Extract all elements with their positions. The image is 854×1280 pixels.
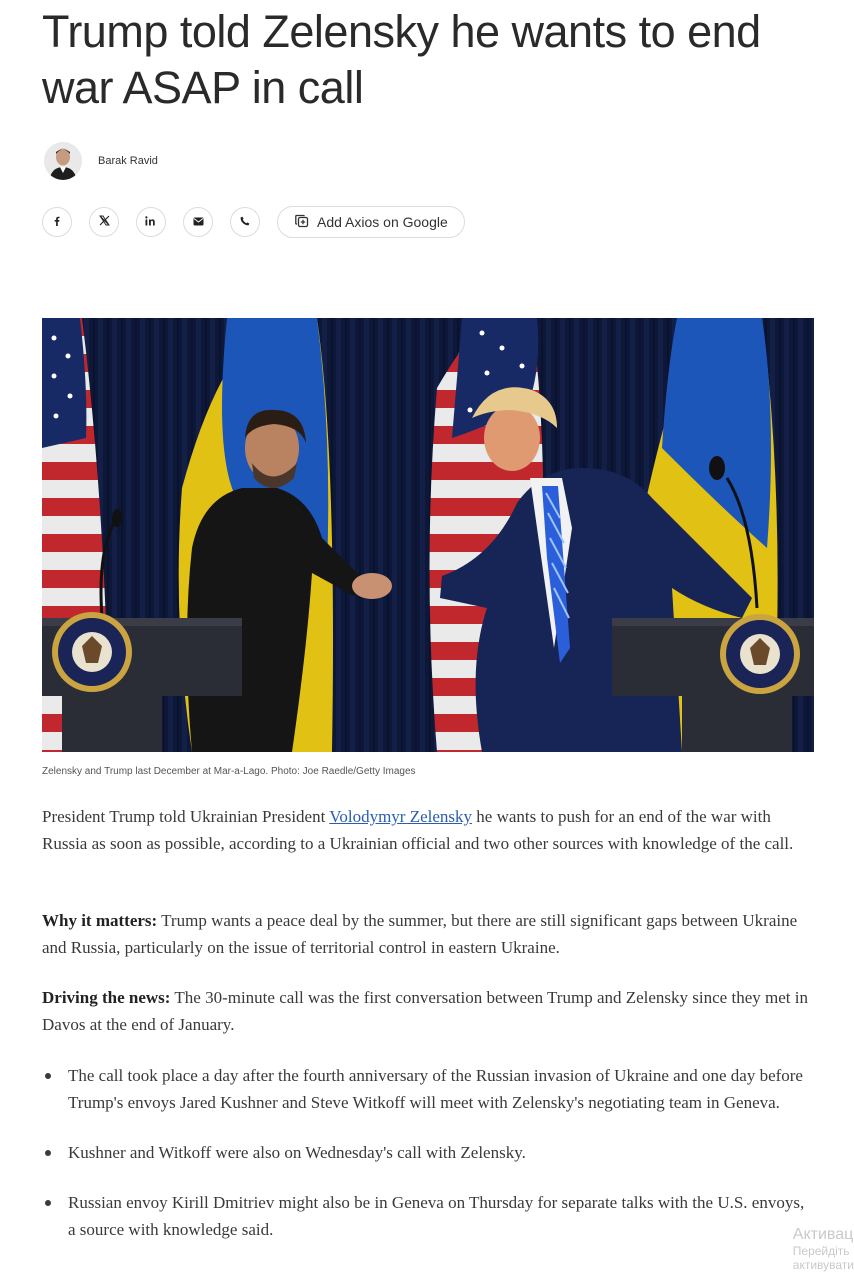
bullet-item: Russian envoy Kirill Dmitriev might also be in Geneva on Thursday for separate talks with the U.S. envoys, a source with knowledge said. [42,1189,814,1243]
x-icon [99,213,110,231]
watermark-line-1: Активац [792,1226,854,1243]
share-phone-button[interactable] [230,207,260,237]
article-headline: Trump told Zelensky he wants to end war ASAP in call [42,6,761,113]
driving-the-news-label: Driving the news: [42,988,171,1007]
paragraph-driving-the-news [42,984,814,1038]
share-x-button[interactable] [89,207,119,237]
why-it-matters-text: Trump wants a peace deal by the summer, but there are still significant gaps between Ukraine and Russia, particularly on the issue of territorial control in eastern Ukraine. [42,911,798,957]
linkedin-icon [145,213,157,231]
photo-caption: Zelensky and Trump last December at Mar-a-Lago. Photo: Joe Raedle/Getty Images [42,766,416,777]
share-linkedin-button[interactable] [136,207,166,237]
why-it-matters-label: Why it matters: [42,911,158,930]
byline [44,142,158,180]
zelensky-link[interactable]: Volodymyr Zelensky [329,807,473,826]
share-bar [42,206,465,238]
facebook-icon [52,213,62,231]
watermark-line-2: Перейдіть [792,1244,850,1258]
lede-text-after: he wants to push for an end of the war with Russia as soon as possible, according to a Ukrainian official and two other sources with knowledge of the call. [42,807,794,853]
bullet-list [42,1062,814,1266]
phone-icon [240,213,250,231]
author-name[interactable]: Barak Ravid [98,155,158,167]
email-icon [193,213,204,231]
bullet-item: The call took place a day after the fourth anniversary of the Russian invasion of Ukraine and one day before Trump's envoys Jared Kushner and Steve Witkoff will meet with Zelensky's negotiating team in Geneva. [42,1062,814,1116]
paragraph-why-it-matters [42,907,814,961]
os-activation-watermark [793,1226,854,1272]
author-avatar[interactable] [44,142,82,180]
article-photo [42,318,814,752]
add-source-icon [294,213,317,232]
paragraph-lede [42,803,814,857]
add-axios-on-google-label: Add Axios on Google [317,214,448,230]
driving-the-news-text: The 30-minute call was the first conversation between Trump and Zelensky since they met in Davos at the end of January. [42,988,808,1034]
bullet-item: Kushner and Witkoff were also on Wednesday's call with Zelensky. [42,1139,814,1166]
add-axios-on-google-button[interactable] [277,206,465,238]
lede-text-before: President Trump told Ukrainian President [42,807,330,826]
share-facebook-button[interactable] [42,207,72,237]
watermark-line-3: активувати [792,1258,854,1272]
share-email-button[interactable] [183,207,213,237]
